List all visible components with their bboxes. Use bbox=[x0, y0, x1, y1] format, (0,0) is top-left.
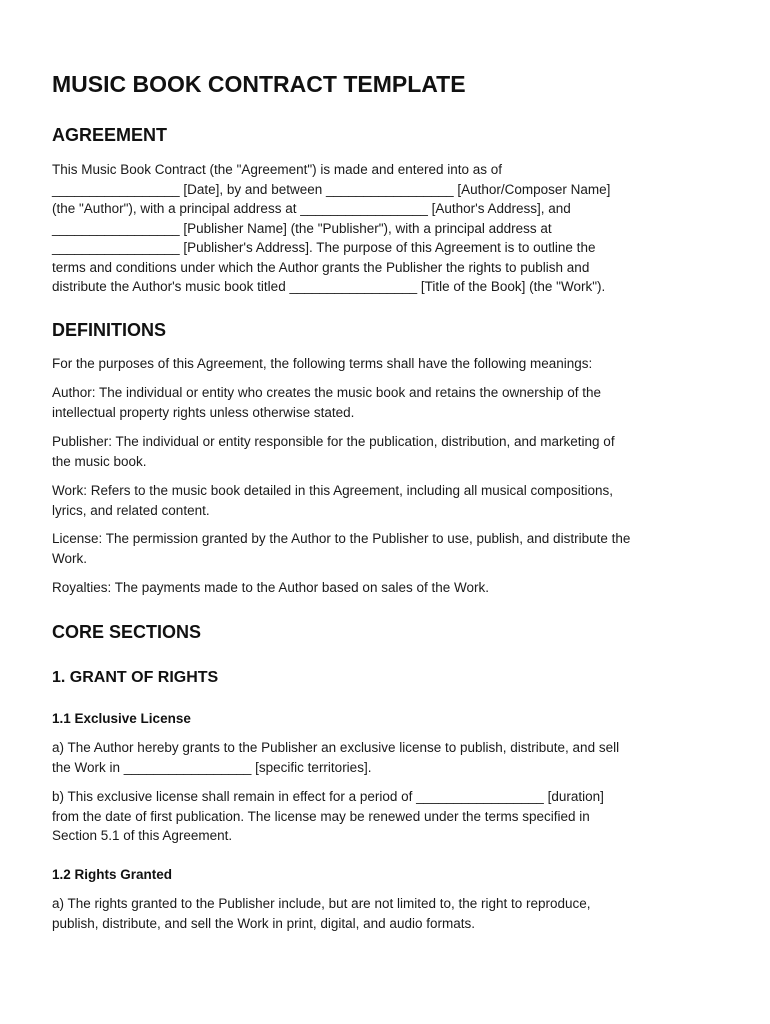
text-line: For the purposes of this Agreement, the following terms shall have the following meanings: bbox=[52, 356, 593, 371]
definition-royalties bbox=[52, 578, 489, 598]
text-line: Work. bbox=[52, 550, 88, 566]
definition-author bbox=[52, 383, 601, 422]
definitions-intro bbox=[52, 354, 592, 374]
rights-granted-clause-a bbox=[52, 894, 591, 933]
text-line: This Music Book Contract (the "Agreement") is made and entered into as of bbox=[52, 162, 503, 177]
definitions-heading: DEFINITIONS bbox=[52, 320, 167, 340]
definition-publisher bbox=[52, 432, 615, 471]
text-line: Work: Refers to the music book detailed in this Agreement, including all musical compositions, bbox=[52, 483, 614, 498]
document-title: MUSIC BOOK CONTRACT TEMPLATE bbox=[52, 71, 466, 97]
grant-of-rights-heading: 1. GRANT OF RIGHTS bbox=[52, 669, 219, 686]
definition-work bbox=[52, 481, 613, 520]
text-line: _________________ [Date], by and between _________________ [Author/Composer Name] bbox=[52, 181, 611, 197]
rights-granted-heading: 1.2 Rights Granted bbox=[52, 867, 173, 882]
text-line: publish, distribute, and sell the Work in print, digital, and audio formats. bbox=[52, 915, 475, 931]
agreement-heading: AGREEMENT bbox=[52, 125, 168, 145]
agreement-paragraph bbox=[52, 160, 610, 297]
text-line: the music book. bbox=[52, 453, 147, 469]
exclusive-license-clause-a bbox=[52, 738, 619, 777]
text-line: a) The rights granted to the Publisher include, but are not limited to, the right to reproduce, bbox=[52, 896, 591, 911]
text-line: lyrics, and related content. bbox=[52, 502, 210, 518]
text-line: from the date of first publication. The license may be renewed under the terms specified in bbox=[52, 808, 590, 824]
exclusive-license-heading: 1.1 Exclusive License bbox=[52, 711, 191, 726]
text-line: the Work in _________________ [specific territories]. bbox=[52, 759, 372, 775]
definition-license bbox=[52, 529, 630, 568]
core-sections-heading: CORE SECTIONS bbox=[52, 622, 202, 642]
exclusive-license-clause-b bbox=[52, 787, 604, 846]
text-line: _________________ [Publisher's Address]. The purpose of this Agreement is to outline the bbox=[52, 240, 596, 255]
text-line: terms and conditions under which the Author grants the Publisher the rights to publish and bbox=[52, 259, 590, 275]
text-line: distribute the Author's music book titled _________________ [Title of the Book] (the "Work"). bbox=[52, 279, 606, 294]
text-line: Publisher: The individual or entity responsible for the publication, distribution, and marketing of bbox=[52, 434, 615, 449]
text-line: Section 5.1 of this Agreement. bbox=[52, 828, 233, 843]
text-line: b) This exclusive license shall remain in effect for a period of _________________ [duration] bbox=[52, 789, 604, 804]
text-line: Author: The individual or entity who creates the music book and retains the ownership of the bbox=[52, 385, 602, 400]
text-line: _________________ [Publisher Name] (the "Publisher"), with a principal address at bbox=[52, 220, 552, 236]
text-line: intellectual property rights unless otherwise stated. bbox=[52, 404, 355, 420]
text-line: Royalties: The payments made to the Author based on sales of the Work. bbox=[52, 580, 489, 595]
text-line: (the "Author"), with a principal address at _________________ [Author's Address], and bbox=[52, 201, 571, 216]
text-line: a) The Author hereby grants to the Publisher an exclusive license to publish, distribute, and sell bbox=[52, 740, 620, 755]
text-line: License: The permission granted by the Author to the Publisher to use, publish, and distribute the bbox=[52, 531, 631, 546]
